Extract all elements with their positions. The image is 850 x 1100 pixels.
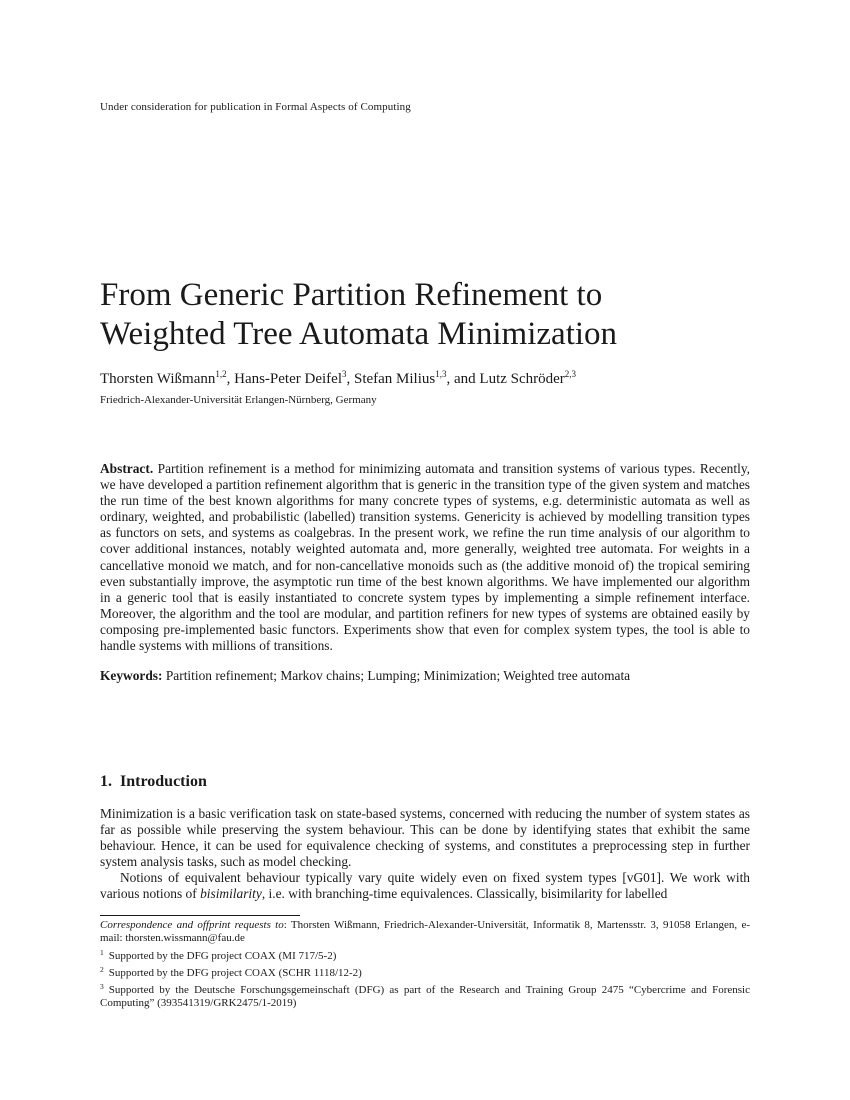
intro-paragraph-1: Minimization is a basic verification task on state-based systems, concerned with reducing the number of system states as far as possible while preserving the system behaviour. This can be done by identifying states that exhibit the same behaviour. Hence, it can be used for equivalence checking of systems, and constitutes a preprocessing step in further system analysis tasks, such as model checking. xyxy=(100,806,750,870)
author-name: Hans-Peter Deifel xyxy=(234,371,342,387)
keywords-text: Partition refinement; Markov chains; Lumping; Minimization; Weighted tree automata xyxy=(165,668,631,683)
footnote-text: Supported by the DFG project COAX (SCHR 1118/12-2) xyxy=(108,966,362,979)
affiliation: Friedrich-Alexander-Universität Erlangen-Nürnberg, Germany xyxy=(100,394,377,406)
author-list xyxy=(100,369,576,388)
footnote-mark: 2 xyxy=(100,964,104,974)
section-heading xyxy=(100,773,207,791)
footnote-1 xyxy=(100,946,750,963)
keywords-label: Keywords: xyxy=(100,668,163,683)
correspondence-text: : Thorsten Wißmann, Friedrich-Alexander-Universität, Informatik 8, Martensstr. 3, 91058 Erlangen, e-mail: thorsten.wissmann@fau.de xyxy=(100,919,750,945)
author-name: Stefan Milius xyxy=(353,371,436,387)
intro-paragraph-2 xyxy=(100,870,750,902)
title-line-2: Weighted Tree Automata Minimization xyxy=(100,316,618,352)
title-line-1: From Generic Partition Refinement to xyxy=(100,277,603,313)
footnote-text: Supported by the DFG project COAX (MI 717/5-2) xyxy=(108,949,337,962)
emphasis-bisimilarity: bisimilarity xyxy=(200,886,262,902)
author-name: Thorsten Wißmann xyxy=(100,371,216,387)
author-name: Lutz Schröder xyxy=(479,371,565,387)
section-number: 1. xyxy=(100,773,112,790)
correspondence-note xyxy=(100,919,750,946)
intro-paragraph-2-end: , i.e. with branching-time equivalences. Classically, bisimilarity for labelled xyxy=(261,886,668,902)
author-separator: , xyxy=(346,371,354,387)
abstract xyxy=(100,461,750,654)
abstract-label: Abstract. xyxy=(100,461,154,476)
footnote-mark: 1 xyxy=(100,947,104,957)
section-title: Introduction xyxy=(120,773,207,790)
footnote-3 xyxy=(100,980,750,1011)
footnotes xyxy=(100,919,750,1011)
footnote-text: Supported by the Deutsche Forschungsgemeinschaft (DFG) as part of the Research and Training Group 2475 “Cybercrime and Forensic Computing” (393541319/GRK2475/1-2019) xyxy=(100,984,750,1010)
paper-page xyxy=(100,0,750,1100)
author-affiliation-mark: 1,3 xyxy=(435,369,447,379)
footnote-rule xyxy=(100,915,300,916)
paper-title xyxy=(100,276,750,354)
author-affiliation-mark: 2,3 xyxy=(564,369,577,379)
author-affiliation-mark: 1,2 xyxy=(215,369,227,379)
correspondence-label: Correspondence and offprint requests to xyxy=(100,919,284,931)
running-head: Under consideration for publication in Formal Aspects of Computing xyxy=(100,101,411,113)
footnote-2 xyxy=(100,963,750,980)
keywords xyxy=(100,668,750,684)
author-separator: , xyxy=(226,371,235,387)
footnote-mark: 3 xyxy=(100,982,104,992)
abstract-text: Partition refinement is a method for minimizing automata and transition systems of various types. Recently, we have developed a partition refinement algorithm that is generic in the transition type of the given system and matches the run time of the best known algorithms for many concrete types of systems, e.g. deterministic automata as well as ordinary, weighted, and probabilistic (labelled) transition systems. Genericity is achieved by modelling transition types as functors on sets, and systems as coalgebras. In the present work, we refine the run time analysis of our algorithm to cover additional instances, notably weighted automata and, more generally, weighted tree automata. For weights in a cancellative monoid we match, and for non-cancellative monoids such as (the additive monoid of) the tropical semiring even substantially improve, the asymptotic run time of the best known algorithms. We have implemented our algorithm in a generic tool that is easily instantiated to concrete system types by implementing a simple refinement interface. Moreover, the algorithm and the tool are modular, and partition refiners for new types of systems are obtained easily by composing pre-implemented basic functors. Experiments show that even for complex system types, the tool is able to handle systems with millions of transitions. xyxy=(100,461,750,654)
introduction-body xyxy=(100,806,750,903)
author-affiliation-mark: 3 xyxy=(341,369,347,379)
intro-paragraph-2-start: Notions of equivalent behaviour typically vary quite widely even on fixed system types [vG01]. We work with various notions of xyxy=(100,870,750,902)
author-separator: , and xyxy=(446,371,480,387)
